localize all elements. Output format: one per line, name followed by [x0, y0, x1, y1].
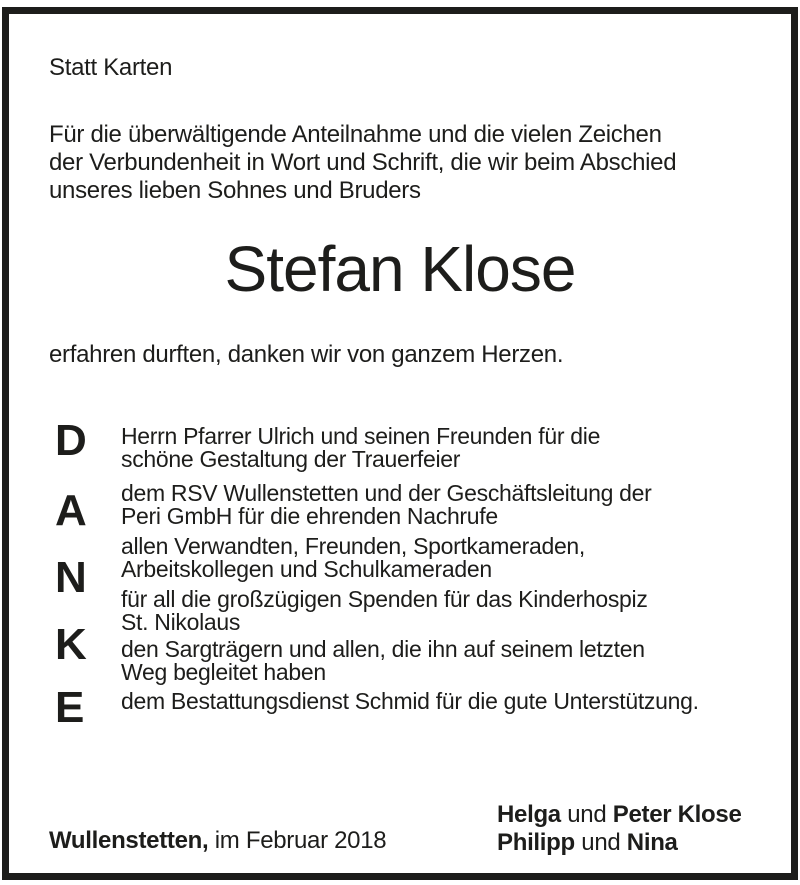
signature-line-2 — [497, 829, 742, 857]
signature-block — [497, 801, 742, 856]
acknowledgment-line: Arbeitskollegen und Schulkameraden — [121, 556, 492, 582]
acknowledgment-line: für all die großzügigen Spenden für das Kinderhospiz — [121, 586, 648, 612]
deceased-name: Stefan Klose — [224, 233, 576, 305]
acknowledgment-line: dem Bestattungsdienst Schmid für die gute Unterstützung. — [121, 688, 699, 714]
danke-letter-d: D — [55, 416, 87, 465]
dateline-date: im Februar 2018 — [208, 827, 387, 854]
signature-connector: und — [574, 828, 627, 856]
danke-letter-n: N — [55, 553, 87, 602]
signature-line-1 — [497, 801, 742, 829]
thanks-line: erfahren durften, danken wir von ganzem Herzen. — [49, 341, 564, 368]
acknowledgment-line: Herrn Pfarrer Ulrich und seinen Freunden für die — [121, 423, 601, 449]
acknowledgment-item — [121, 535, 585, 581]
intro-line-3: unseres lieben Sohnes und Bruders — [49, 177, 421, 204]
dateline — [49, 827, 386, 855]
acknowledgment-item — [121, 425, 600, 471]
acknowledgment-line: Peri GmbH für die ehrenden Nachrufe — [121, 503, 498, 529]
acknowledgment-line: allen Verwandten, Freunden, Sportkameraden, — [121, 533, 586, 559]
intro-paragraph — [49, 121, 676, 205]
signature-name: Philipp — [497, 828, 575, 856]
acknowledgment-item — [121, 588, 648, 634]
signature-name: Peter Klose — [612, 801, 742, 828]
danke-letter-k: K — [55, 620, 87, 669]
acknowledgment-item — [121, 482, 652, 528]
signature-connector: und — [560, 801, 613, 828]
pretext-statt-karten: Statt Karten — [49, 54, 173, 81]
notice-border-frame — [2, 7, 798, 880]
danke-letter-e: E — [55, 683, 85, 732]
danke-letter-a: A — [55, 486, 87, 535]
acknowledgment-item — [121, 690, 699, 713]
intro-line-2: der Verbundenheit in Wort und Schrift, die wir beim Abschied — [49, 149, 677, 176]
intro-line-1: Für die überwältigende Anteilnahme und die vielen Zeichen — [49, 121, 662, 148]
acknowledgment-line: dem RSV Wullenstetten und der Geschäftsleitung der — [121, 480, 652, 506]
signature-name: Nina — [626, 828, 678, 856]
acknowledgment-line: den Sargträgern und allen, die ihn auf seinem letzten — [121, 636, 645, 662]
dateline-place: Wullenstetten, — [49, 827, 209, 854]
signature-name: Helga — [497, 801, 561, 828]
acknowledgment-line: Weg begleitet haben — [121, 659, 326, 685]
acknowledgment-line: St. Nikolaus — [121, 609, 241, 635]
acknowledgment-item — [121, 638, 645, 684]
acknowledgment-line: schöne Gestaltung der Trauerfeier — [121, 446, 461, 472]
